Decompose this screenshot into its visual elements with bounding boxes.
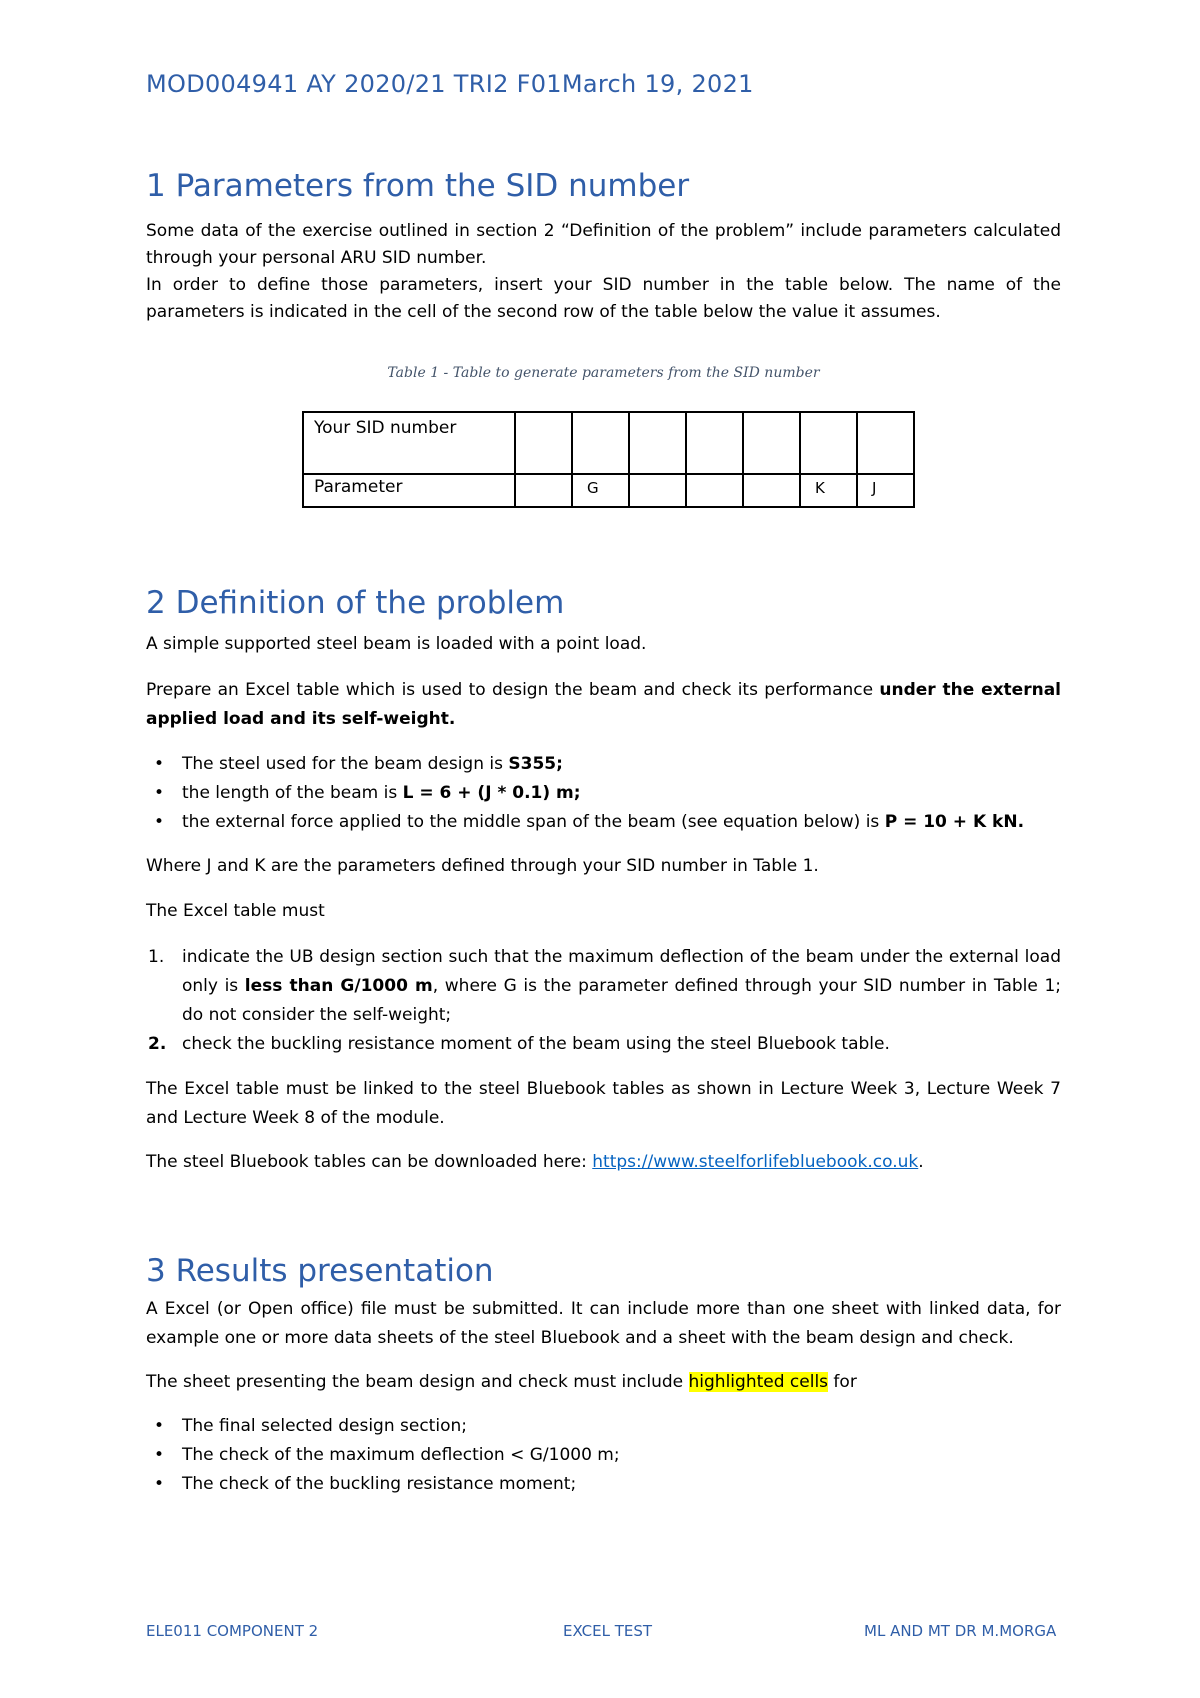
footer-right: ML AND MT DR M.MORGA <box>864 1622 1057 1640</box>
parameter-cell: G <box>572 474 629 507</box>
table-caption: Table 1 - Table to generate parameters from the SID number <box>387 365 820 381</box>
bullet-icon: • <box>154 754 165 774</box>
parameter-cell <box>515 474 572 507</box>
section-2-linked: The Excel table must be linked to the steel Bluebook tables as shown in Lecture Week 3, Lecture Week 7 and Lecture Week 8 of the module. <box>146 1079 1061 1128</box>
list-item: • The steel used for the beam design is S355; <box>146 750 1061 779</box>
list-item: • the external force applied to the middle span of the beam (see equation below) is P = 10 + K kN. <box>146 808 1061 837</box>
list-item: • The final selected design section; <box>146 1412 1061 1441</box>
parameter-cell: J <box>857 474 914 507</box>
list-item: 1. indicate the UB design section such that the maximum deflection of the beam under the external load only is less than G/1000 m, where G is the parameter defined through your SID number in Table 1; do not consider the self-weight; <box>148 947 1062 1025</box>
sid-table <box>302 411 915 508</box>
sid-table-row-number <box>303 412 914 474</box>
parameter-cell <box>743 474 800 507</box>
section-3-para-1: A Excel (or Open office) file must be submitted. It can include more than one sheet with linked data, for example one or more data sheets of the steel Bluebook and a sheet with the beam design and check. <box>146 1299 1061 1348</box>
sid-table-row-parameter <box>303 474 914 507</box>
page-header: MOD004941 AY 2020/21 TRI2 F01March 19, 2021 <box>146 70 754 98</box>
list-item: • The check of the buckling resistance moment; <box>146 1470 1061 1499</box>
footer-center: EXCEL TEST <box>563 1622 653 1640</box>
sid-digit-cell[interactable] <box>857 412 914 474</box>
section-3-heading: 3 Results presentation <box>146 1253 494 1289</box>
table-caption-wrap <box>146 365 1061 381</box>
sid-digit-cell[interactable] <box>629 412 686 474</box>
section-2-intro: A simple supported steel beam is loaded with a point load. <box>146 634 647 654</box>
sid-digit-cell[interactable] <box>743 412 800 474</box>
list-item: • the length of the beam is L = 6 + (J * 0.1) m; <box>146 779 1061 808</box>
section-2-heading: 2 Definition of the problem <box>146 585 565 621</box>
sid-digit-cell[interactable] <box>686 412 743 474</box>
section-definition <box>146 585 1061 1176</box>
bullet-icon: • <box>154 1474 165 1494</box>
bluebook-link[interactable]: https://www.steelforlifebluebook.co.uk <box>592 1152 919 1172</box>
footer-left: ELE011 COMPONENT 2 <box>146 1622 319 1640</box>
section-3-para-2: The sheet presenting the beam design and check must include highlighted cells for <box>146 1372 857 1392</box>
bullet-icon: • <box>154 1416 165 1436</box>
sid-number-label: Your SID number <box>303 412 515 474</box>
sid-digit-cell[interactable] <box>515 412 572 474</box>
list-item: 2. check the buckling resistance moment of the beam using the steel Bluebook table. <box>148 1034 890 1054</box>
results-list <box>146 1412 1061 1499</box>
bullet-icon: • <box>154 812 165 832</box>
parameter-cell: K <box>800 474 857 507</box>
sid-digit-cell[interactable] <box>572 412 629 474</box>
parameter-cell <box>629 474 686 507</box>
section-2-download: The steel Bluebook tables can be downloaded here: https://www.steelforlifebluebook.co.uk. <box>146 1152 924 1172</box>
sid-digit-cell[interactable] <box>800 412 857 474</box>
bullet-icon: • <box>154 1445 165 1465</box>
section-results <box>146 1253 1061 1499</box>
section-2-where: Where J and K are the parameters defined through your SID number in Table 1. <box>146 856 819 876</box>
bullet-icon: • <box>154 783 165 803</box>
section-parameters <box>146 168 1061 326</box>
section-1-para-1: Some data of the exercise outlined in section 2 “Definition of the problem” include parameters calculated through your personal ARU SID number. <box>146 221 1061 268</box>
highlighted-text: highlighted cells <box>688 1372 829 1392</box>
must-list <box>146 943 1061 1059</box>
requirements-list <box>146 750 1061 837</box>
section-1-para-2: In order to define those parameters, insert your SID number in the table below. The name of the parameters is indicated in the cell of the second row of the table below the value it assumes. <box>146 275 1061 322</box>
section-2-must: The Excel table must <box>146 901 325 921</box>
list-item: • The check of the maximum deflection < G/1000 m; <box>146 1441 1061 1470</box>
section-2-prepare: Prepare an Excel table which is used to design the beam and check its performance under the external applied load and its self-weight. <box>146 680 1061 729</box>
parameter-label: Parameter <box>303 474 515 507</box>
section-1-heading: 1 Parameters from the SID number <box>146 168 690 204</box>
parameter-cell <box>686 474 743 507</box>
